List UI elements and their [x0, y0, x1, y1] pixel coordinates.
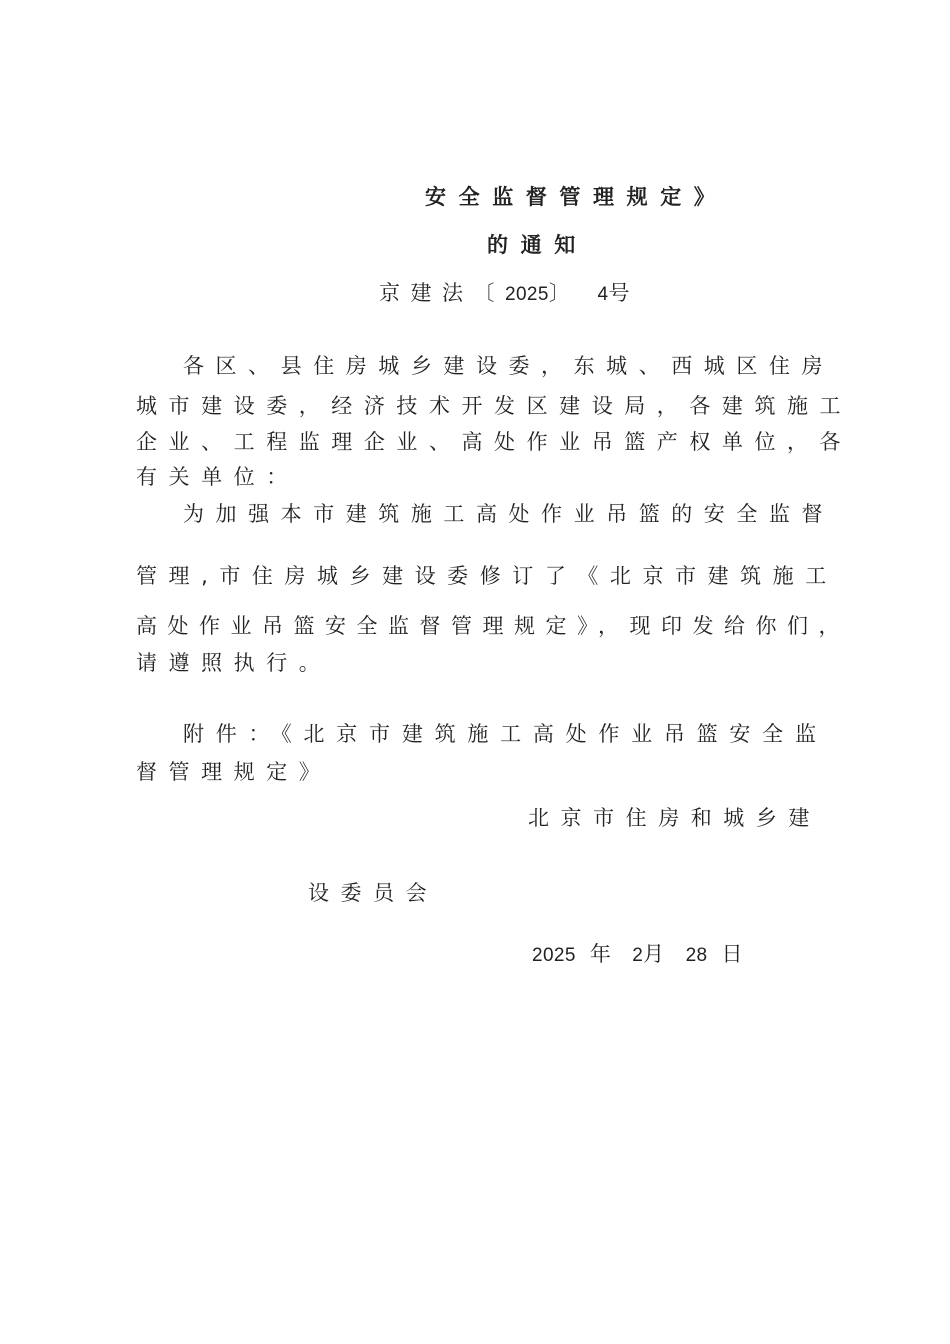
addressee-line-3: 企业、工程监理企业、高处作业吊篮产权单位，各: [136, 430, 853, 454]
document-number: [379, 279, 640, 309]
doc-number-suffix: 〕: [548, 281, 581, 305]
signature-line-2: 设委员会: [308, 881, 439, 905]
date-yue: 月: [643, 942, 672, 966]
issue-date: [532, 940, 750, 970]
date-day: 28: [685, 945, 708, 966]
addressee-line-2: 城市建设委，经济技术开发区建设局，各建筑施工: [136, 394, 853, 418]
body-line-4: 请遵照执行。: [136, 651, 332, 675]
doc-number-num: 4: [597, 284, 609, 305]
attachment-line-2: 督管理规定》: [136, 760, 332, 784]
date-month: 2: [632, 945, 644, 966]
body-line-2: 管理,市住房城乡建设委修订了《北京市建筑施工: [136, 564, 838, 588]
date-year: 2025: [532, 945, 576, 966]
date-ri: 日: [721, 942, 750, 966]
addressee-line-4: 有关单位：: [136, 465, 299, 489]
attachment-line-1: 附件：《北京市建筑施工高处作业吊篮安全监: [183, 722, 828, 746]
date-nian: 年: [589, 942, 619, 966]
doc-number-year: 2025: [505, 284, 549, 305]
body-line-1: 为加强本市建筑施工高处作业吊篮的安全监督: [183, 502, 834, 526]
doc-number-hao: 号: [608, 281, 640, 305]
doc-number-prefix: 京建法〔: [379, 281, 505, 305]
addressee-line-1: 各区、县住房城乡建设委，东城、西城区住房: [183, 354, 834, 378]
body-line-3: 高处作业吊篮安全监督管理规定》，现印发给你们，: [136, 614, 850, 638]
title-line-2: 的通知: [487, 233, 588, 257]
signature-line-1: 北京市住房和城乡建: [528, 806, 821, 830]
title-line-1: 安全监督管理规定》: [425, 185, 728, 209]
